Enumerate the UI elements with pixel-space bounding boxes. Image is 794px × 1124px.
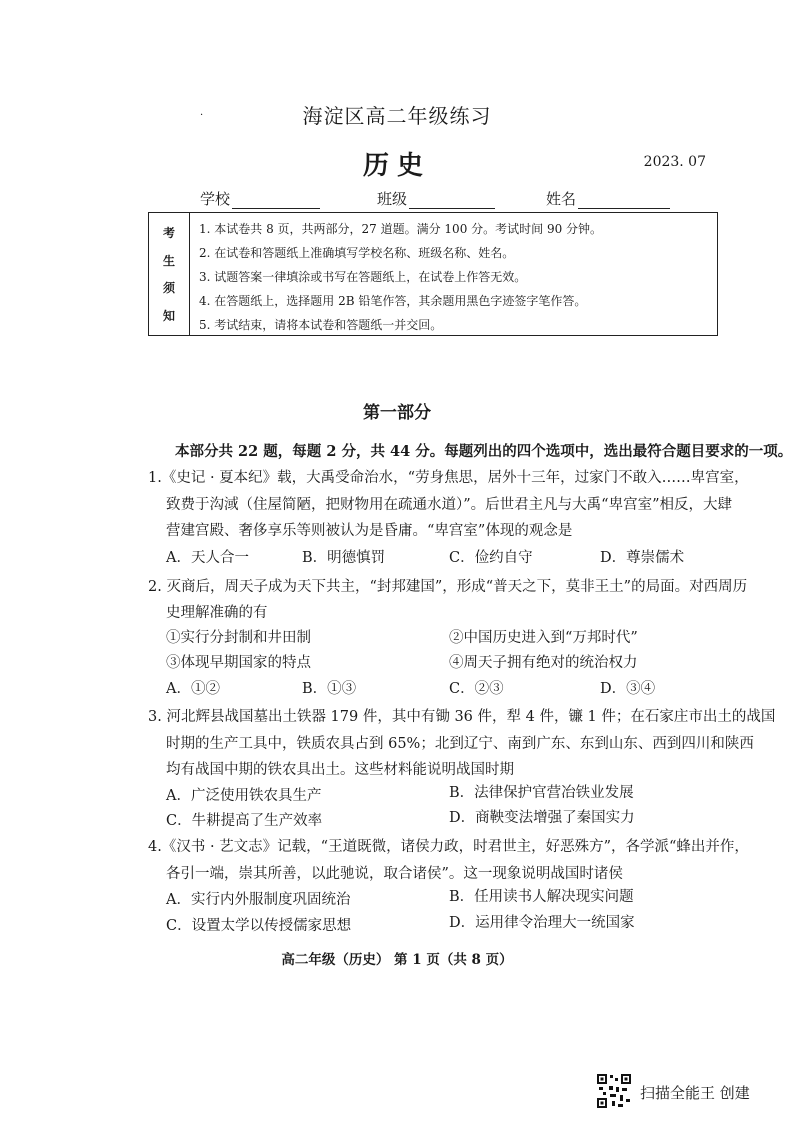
- option-d[interactable]: D．③④: [600, 681, 656, 697]
- question-1-line: 致费于沟淢（住屋简陋，把财物用在疏通水道）”。后世君主凡与大禹“卑宫室”相反，大肆: [166, 497, 732, 513]
- part-title: 第一部分: [363, 403, 431, 423]
- option-c[interactable]: C．俭约自守: [449, 550, 533, 566]
- statement-item: ④周天子拥有绝对的统治权力: [449, 655, 638, 671]
- option-a[interactable]: A．实行内外服制度巩固统治: [166, 892, 351, 908]
- question-1-line: 营建宫殿、奢侈享乐等则被认为是昏庸。“卑宫室”体现的观念是: [166, 523, 573, 539]
- qr-code-icon: [596, 1073, 632, 1109]
- notice-label-char: 须: [162, 281, 175, 296]
- option-b[interactable]: B．任用读书人解决现实问题: [449, 889, 634, 905]
- scan-dot: ·: [200, 110, 204, 121]
- option-d[interactable]: D．商鞅变法增强了秦国实力: [449, 810, 635, 826]
- notice-item: 5. 考试结束，请将本试卷和答题纸一并交回。: [199, 318, 443, 332]
- option-a[interactable]: A．天人合一: [166, 550, 249, 566]
- option-b[interactable]: B．法律保护官营冶铁业发展: [449, 785, 634, 801]
- class-field[interactable]: [377, 188, 495, 209]
- statement-item: ①实行分封制和井田制: [166, 630, 311, 646]
- name-label: 姓名: [546, 190, 577, 208]
- notice-item: 1. 本试卷共 8 页，共两部分，27 道题。满分 100 分。考试时间 90 分钟。: [199, 222, 603, 236]
- exam-date: 2023. 07: [643, 154, 706, 170]
- question-3-line: 时期的生产工具中，铁质农具占到 65%；北到辽宁、南到广东、东到山东、西到四川和陕西: [166, 736, 754, 752]
- option-c[interactable]: C．②③: [449, 681, 504, 697]
- option-b[interactable]: B．①③: [302, 681, 357, 697]
- scanner-brand-label: 扫描全能王 创建: [640, 1084, 750, 1102]
- notice-item: 2. 在试卷和答题纸上准确填写学校名称、班级名称、姓名。: [199, 246, 515, 260]
- question-1-line: 1.《史记 · 夏本纪》载，大禹受命治水，“劳身焦思，居外十三年，过家门不敢入……卑宫室，: [148, 470, 749, 486]
- option-b[interactable]: B．明德慎罚: [302, 550, 386, 566]
- page-title: 海淀区高二年级练习: [302, 104, 492, 128]
- class-blank[interactable]: [409, 194, 495, 209]
- page-footer: 高二年级（历史） 第 1 页（共 8 页）: [281, 952, 513, 968]
- option-a[interactable]: A．①②: [166, 681, 220, 697]
- option-d[interactable]: D．尊崇儒术: [600, 550, 685, 566]
- option-a[interactable]: A．广泛使用铁农具生产: [166, 788, 322, 804]
- notice-item: 4. 在答题纸上，选择题用 2B 铅笔作答，其余题用黑色字迹签字笔作答。: [199, 294, 587, 308]
- question-4-line: 各引一端，崇其所善，以此驰说，取合诸侯”。这一现象说明战国时诸侯: [166, 866, 623, 882]
- question-2-line: 2. 灭商后，周天子成为天下共主，“封邦建国”，形成“普天之下，莫非王土”的局面。对西周历: [148, 579, 748, 595]
- question-3-line: 均有战国中期的铁农具出土。这些材料能说明战国时期: [166, 762, 514, 778]
- statement-item: ③体现早期国家的特点: [166, 655, 311, 671]
- question-4-line: 4.《汉书 · 艺文志》记载，“王道既微，诸侯力政，时君世主，好恶殊方”，各学派“蜂出并作，: [148, 839, 749, 855]
- exam-notice-box: [148, 212, 718, 336]
- question-3-line: 3. 河北辉县战国墓出土铁器 179 件，其中有锄 36 件，犁 4 件，镰 1 件；在石家庄市出土的战国: [148, 709, 776, 725]
- statement-item: ②中国历史进入到“万邦时代”: [449, 630, 638, 646]
- notice-item: 3. 试题答案一律填涂或书写在答题纸上，在试卷上作答无效。: [199, 270, 527, 284]
- name-field[interactable]: [546, 188, 670, 209]
- question-2-line: 史理解准确的有: [166, 605, 268, 621]
- notice-label: [149, 213, 190, 335]
- notice-label-char: 考: [162, 225, 175, 240]
- subject-title: 历史: [362, 151, 431, 181]
- notice-items: [199, 217, 713, 337]
- class-label: 班级: [377, 190, 408, 208]
- school-blank[interactable]: [232, 194, 320, 209]
- notice-label-char: 知: [162, 309, 175, 324]
- option-c[interactable]: C．设置太学以传授儒家思想: [166, 918, 352, 934]
- option-d[interactable]: D．运用律令治理大一统国家: [449, 915, 635, 931]
- notice-label-char: 生: [162, 253, 175, 268]
- part-intro: 本部分共 22 题，每题 2 分，共 44 分。每题列出的四个选项中，选出最符合题目要求的一项。: [175, 443, 793, 460]
- option-c[interactable]: C．牛耕提高了生产效率: [166, 813, 323, 829]
- school-field[interactable]: [200, 188, 320, 209]
- school-label: 学校: [200, 190, 231, 208]
- name-blank[interactable]: [578, 194, 670, 209]
